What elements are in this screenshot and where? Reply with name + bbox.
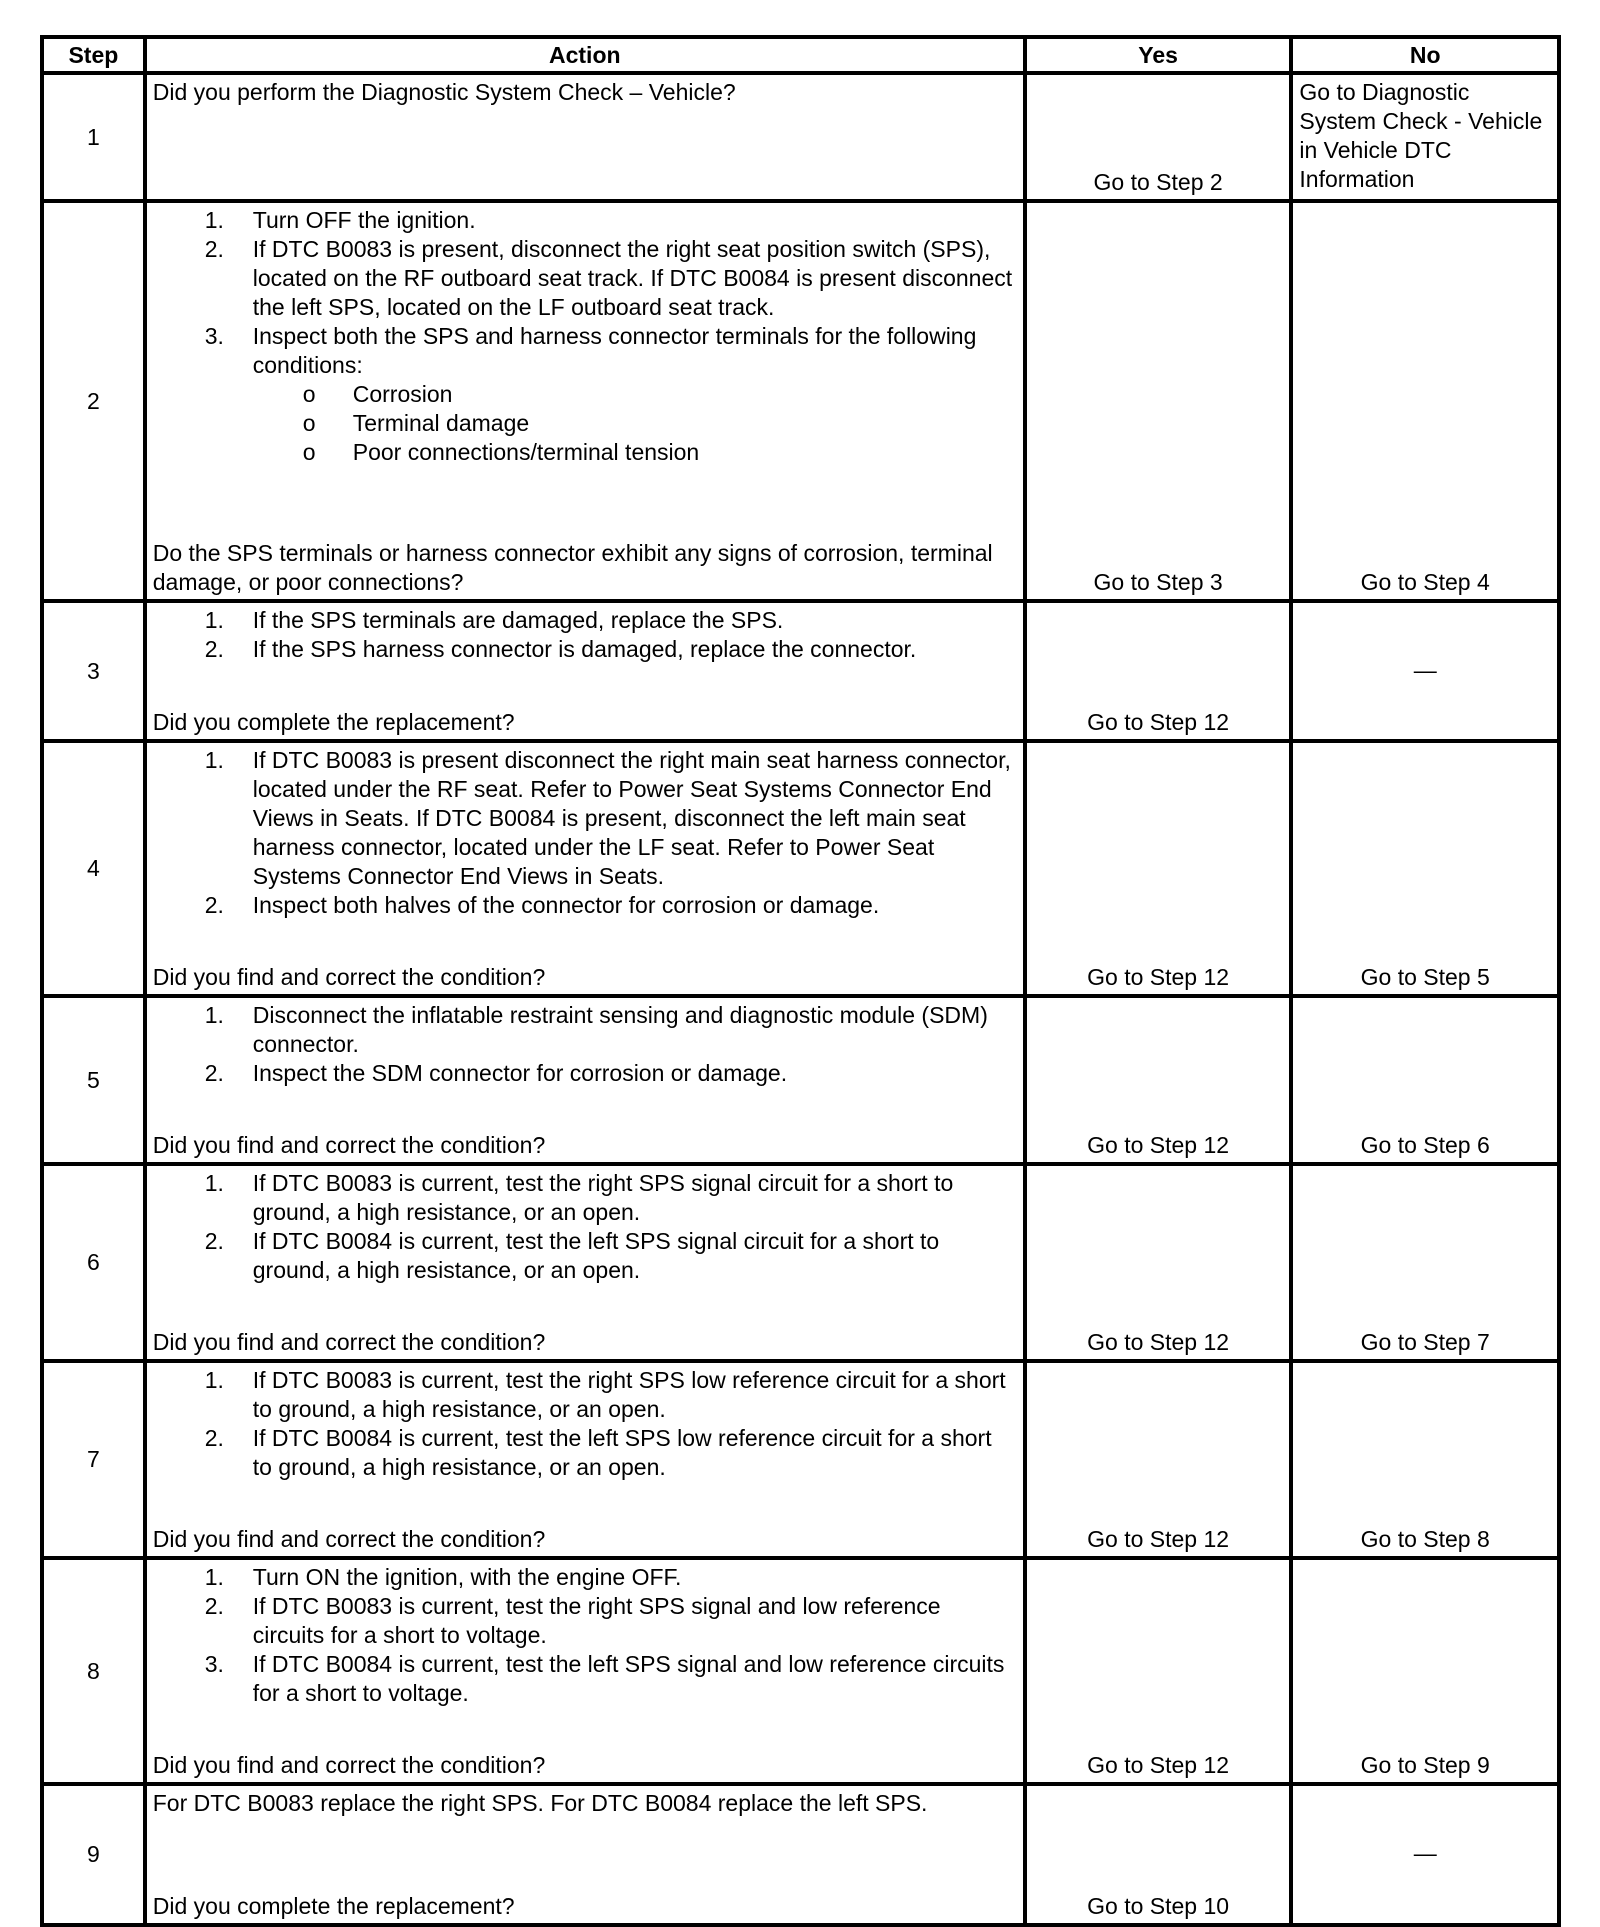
yes-cell: Go to Step 2: [1025, 73, 1292, 201]
action-question: Did you complete the replacement?: [152, 709, 515, 735]
instruction-text: Inspect the SDM connector for corrosion or damage.: [252, 1060, 788, 1086]
yes-cell: Go to Step 12: [1025, 1558, 1292, 1784]
table-row: [42, 1361, 1559, 1558]
instruction-number: 2.: [204, 1593, 224, 1619]
table-row: [42, 996, 1559, 1164]
instruction-item: [153, 1227, 1017, 1285]
diagnostic-table: [40, 35, 1561, 1927]
instruction-item: [153, 891, 1017, 920]
step-number: 3: [42, 601, 145, 741]
step-number: 6: [42, 1164, 145, 1361]
bullet-icon: o: [302, 381, 316, 407]
instruction-item: [153, 1424, 1017, 1482]
condition-item: [253, 380, 1017, 409]
action-cell: [145, 201, 1025, 601]
instruction-list: [153, 1169, 1017, 1285]
no-cell: Go to Step 6: [1291, 996, 1559, 1164]
instruction-list: [153, 1563, 1017, 1708]
instruction-text: Inspect both the SPS and harness connector terminals for the following conditions:: [252, 323, 977, 378]
header-action: Action: [145, 37, 1025, 73]
action-question: Did you find and correct the condition?: [152, 1526, 546, 1552]
step-number: 5: [42, 996, 145, 1164]
instruction-list: [153, 1366, 1017, 1482]
yes-cell: Go to Step 12: [1025, 1164, 1292, 1361]
instruction-text: If DTC B0083 is present disconnect the right main seat harness connector, located under the RF seat. Refer to Power Seat Systems Connector End Views in Seats. If DTC B0084 is present, disconnect the left main seat harness connector, located under the LF seat. Refer to Power Seat Systems Connector End Views in Seats.: [252, 747, 1011, 889]
instruction-item: [153, 1650, 1017, 1708]
instruction-number: 1.: [204, 1564, 224, 1590]
instruction-text: If DTC B0084 is current, test the left SPS low reference circuit for a short to ground, a high resistance, or an open.: [252, 1425, 992, 1480]
step-number: 8: [42, 1558, 145, 1784]
step-number: 9: [42, 1784, 145, 1925]
action-question: Did you find and correct the condition?: [152, 1132, 546, 1158]
instruction-number: 1.: [204, 747, 224, 773]
instruction-text: Turn OFF the ignition.: [252, 207, 476, 233]
instruction-number: 2.: [204, 636, 224, 662]
instruction-number: 3.: [204, 323, 224, 349]
instruction-item: [153, 606, 1017, 635]
action-cell: [145, 601, 1025, 741]
table-row: [42, 1164, 1559, 1361]
action-cell: [145, 741, 1025, 996]
instruction-text: If DTC B0084 is current, test the left SPS signal and low reference circuits for a short to voltage.: [252, 1651, 1005, 1706]
header-yes: Yes: [1025, 37, 1292, 73]
instruction-item: [153, 1563, 1017, 1592]
instruction-text: If the SPS terminals are damaged, replace the SPS.: [252, 607, 784, 633]
table-row: [42, 73, 1559, 201]
instruction-item: [153, 1592, 1017, 1650]
table-row: [42, 1784, 1559, 1925]
instruction-number: 1.: [204, 1367, 224, 1393]
action-cell: [145, 1361, 1025, 1558]
action-question: Did you find and correct the condition?: [152, 1329, 546, 1355]
no-cell: Go to Step 7: [1291, 1164, 1559, 1361]
instruction-list: [153, 746, 1017, 920]
instruction-text: Turn ON the ignition, with the engine OFF.: [252, 1564, 682, 1590]
instruction-list: [153, 606, 1017, 664]
instruction-item: [153, 635, 1017, 664]
no-cell: —: [1291, 601, 1559, 741]
bullet-icon: o: [302, 439, 316, 465]
instruction-item: [153, 746, 1017, 891]
table-row: [42, 1558, 1559, 1784]
yes-cell: Go to Step 12: [1025, 1361, 1292, 1558]
action-cell: [145, 1558, 1025, 1784]
action-question: Did you complete the replacement?: [152, 1893, 515, 1919]
table-row: [42, 741, 1559, 996]
instruction-number: 1.: [204, 607, 224, 633]
instruction-item: [153, 1366, 1017, 1424]
step-number: 2: [42, 201, 145, 601]
header-row: [42, 37, 1559, 73]
no-cell: Go to Step 4: [1291, 201, 1559, 601]
instruction-text: If DTC B0084 is current, test the left SPS signal circuit for a short to ground, a high resistance, or an open.: [252, 1228, 940, 1283]
instruction-number: 3.: [204, 1651, 224, 1677]
instruction-item: [153, 322, 1017, 467]
no-cell: Go to Step 5: [1291, 741, 1559, 996]
action-question: Do the SPS terminals or harness connector exhibit any signs of corrosion, terminal damage, or poor connections?: [152, 540, 993, 595]
instruction-number: 2.: [204, 1228, 224, 1254]
instruction-number: 2.: [204, 236, 224, 262]
instruction-item: [153, 206, 1017, 235]
instruction-number: 1.: [204, 207, 224, 233]
condition-item: [253, 438, 1017, 467]
instruction-item: [153, 1001, 1017, 1059]
yes-cell: Go to Step 12: [1025, 996, 1292, 1164]
instruction-text: Inspect both halves of the connector for corrosion or damage.: [252, 892, 880, 918]
instruction-item: [153, 1059, 1017, 1088]
action-instruction: For DTC B0083 replace the right SPS. For DTC B0084 replace the left SPS.: [152, 1790, 928, 1816]
step-number: 1: [42, 73, 145, 201]
yes-cell: Go to Step 3: [1025, 201, 1292, 601]
instruction-number: 2.: [204, 892, 224, 918]
no-cell: Go to Diagnostic System Check - Vehicle in Vehicle DTC Information: [1291, 73, 1559, 201]
step-number: 4: [42, 741, 145, 996]
no-cell: —: [1291, 1784, 1559, 1925]
action-cell: [145, 996, 1025, 1164]
instruction-item: [153, 1169, 1017, 1227]
action-cell: [145, 1164, 1025, 1361]
table-row: [42, 601, 1559, 741]
condition-text: Poor connections/terminal tension: [352, 439, 700, 465]
step-number: 7: [42, 1361, 145, 1558]
yes-cell: Go to Step 12: [1025, 741, 1292, 996]
no-cell: Go to Step 8: [1291, 1361, 1559, 1558]
yes-cell: Go to Step 10: [1025, 1784, 1292, 1925]
no-cell: Go to Step 9: [1291, 1558, 1559, 1784]
instruction-text: If DTC B0083 is current, test the right SPS low reference circuit for a short to ground, a high resistance, or an open.: [252, 1367, 1006, 1422]
condition-text: Corrosion: [352, 381, 453, 407]
instruction-list: [153, 1001, 1017, 1088]
condition-item: [253, 409, 1017, 438]
instruction-number: 1.: [204, 1002, 224, 1028]
instruction-text: If DTC B0083 is current, test the right SPS signal and low reference circuits for a short to voltage.: [252, 1593, 941, 1648]
action-cell: [145, 73, 1025, 201]
action-question: Did you find and correct the condition?: [152, 964, 546, 990]
instruction-number: 2.: [204, 1425, 224, 1451]
yes-cell: Go to Step 12: [1025, 601, 1292, 741]
instruction-number: 2.: [204, 1060, 224, 1086]
instruction-text: If the SPS harness connector is damaged, replace the connector.: [252, 636, 917, 662]
instruction-list: [153, 206, 1017, 467]
bullet-icon: o: [302, 410, 316, 436]
condition-text: Terminal damage: [352, 410, 530, 436]
instruction-text: If DTC B0083 is current, test the right SPS signal circuit for a short to ground, a high resistance, or an open.: [252, 1170, 954, 1225]
action-cell: [145, 1784, 1025, 1925]
instruction-number: 1.: [204, 1170, 224, 1196]
condition-list: [253, 380, 1017, 467]
instruction-item: [153, 235, 1017, 322]
table-row: [42, 201, 1559, 601]
header-step: Step: [42, 37, 145, 73]
instruction-text: Disconnect the inflatable restraint sensing and diagnostic module (SDM) connector.: [252, 1002, 988, 1057]
action-question: Did you find and correct the condition?: [152, 1752, 546, 1778]
action-question: Did you perform the Diagnostic System Check – Vehicle?: [152, 79, 736, 105]
header-no: No: [1291, 37, 1559, 73]
instruction-text: If DTC B0083 is present, disconnect the right seat position switch (SPS), located on the RF outboard seat track. If DTC B0084 is present disconnect the left SPS, located on the LF outboard seat track.: [252, 236, 1013, 320]
